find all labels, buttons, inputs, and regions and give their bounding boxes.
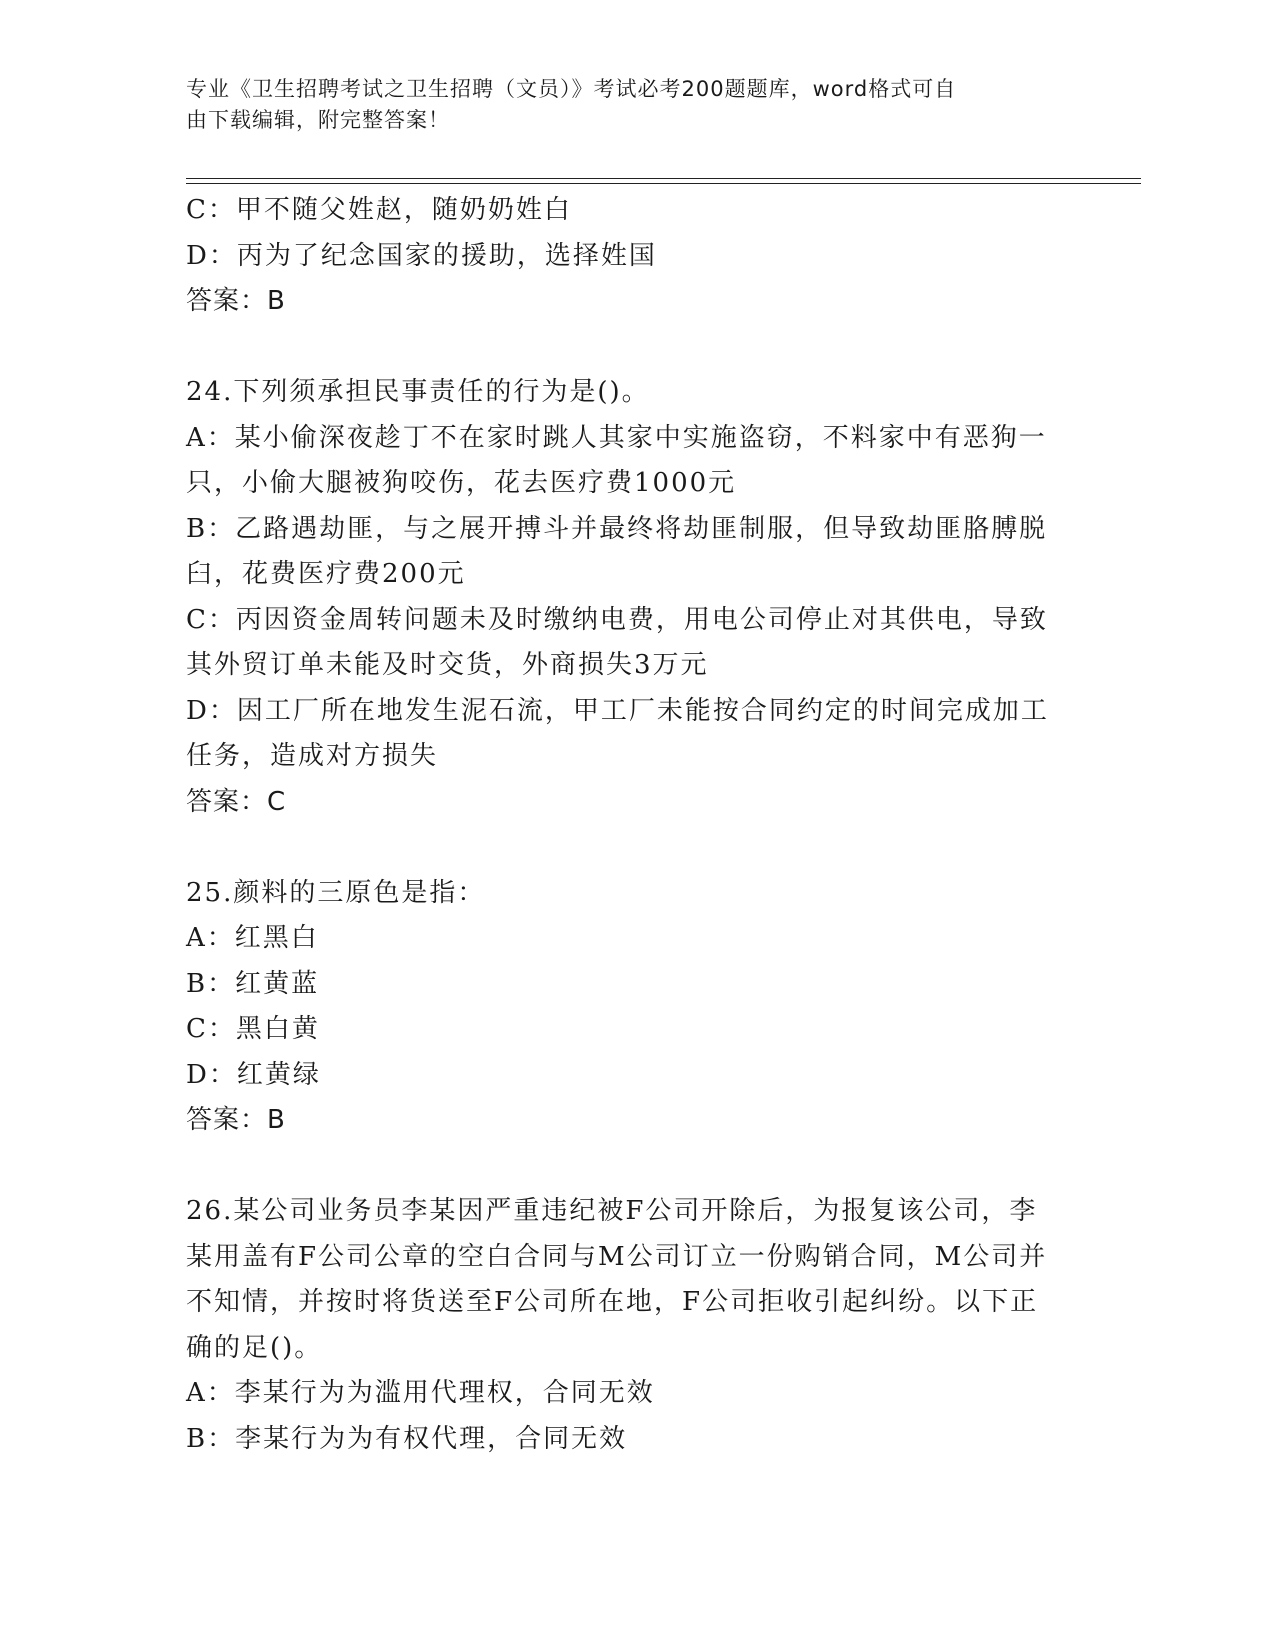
- question-stem: 26.某公司业务员李某因严重违纪被F公司开除后，为报复该公司，李: [186, 1196, 1038, 1226]
- question-stem-cont: 某用盖有F公司公章的空白合同与M公司订立一份购销合同，M公司并: [186, 1241, 1048, 1272]
- question-stem-cont: 确的足()。: [186, 1332, 323, 1363]
- option-d: D：因工厂所在地发生泥石流，甲工厂未能按合同约定的时间完成加工: [186, 695, 1049, 726]
- header-rule-bottom: [186, 183, 1141, 184]
- header-line-1: 专业《卫生招聘考试之卫生招聘（文员）》考试必考200题题库，word格式可自: [186, 77, 957, 101]
- question-stem: 25.颜料的三原色是指：: [186, 877, 486, 908]
- question-stem: 24.下列须承担民事责任的行为是()。: [186, 377, 650, 407]
- option-c: C：丙因资金周转问题未及时缴纳电费，用电公司停止对其供电，导致: [186, 604, 1048, 635]
- option-a-cont: 只，小偷大腿被狗咬伤，花去医疗费1000元: [186, 468, 737, 498]
- spacer: [186, 825, 1086, 871]
- answer-line: 答案：B: [186, 286, 286, 316]
- option-a: A：李某行为为滥用代理权，合同无效: [186, 1378, 655, 1408]
- spacer: [186, 325, 1086, 371]
- spacer: [186, 1144, 1086, 1190]
- option-c: C：甲不随父姓赵，随奶奶姓白: [186, 195, 572, 225]
- option-d: D：红黄绿: [186, 1059, 321, 1090]
- option-d: D：丙为了纪念国家的援助，选择姓国: [186, 240, 657, 271]
- document-header: [186, 74, 1066, 136]
- option-a: A：某小偷深夜趁丁不在家时跳人其家中实施盗窃，不料家中有恶狗一: [186, 422, 1047, 453]
- option-a: A：红黑白: [186, 923, 319, 953]
- question-stem-cont: 不知情，并按时将货送至F公司所在地，F公司拒收引起纠纷。以下正: [186, 1287, 1039, 1317]
- option-c-cont: 其外贸订单未能及时交货，外商损失3万元: [186, 650, 709, 680]
- option-c: C：黑白黄: [186, 1014, 320, 1044]
- option-b-cont: 臼，花费医疗费200元: [186, 559, 466, 589]
- option-b: B：李某行为为有权代理，合同无效: [186, 1423, 628, 1454]
- header-rule-top: [186, 178, 1141, 179]
- answer-line: 答案：C: [186, 786, 287, 817]
- option-b: B：乙路遇劫匪，与之展开搏斗并最终将劫匪制服，但导致劫匪胳膊脱: [186, 513, 1048, 544]
- option-b: B：红黄蓝: [186, 968, 320, 999]
- option-d-cont: 任务，造成对方损失: [186, 741, 439, 771]
- header-line-2: 由下载编辑，附完整答案！: [186, 108, 450, 132]
- question-body: [186, 188, 1086, 1462]
- answer-line: 答案：B: [186, 1105, 286, 1135]
